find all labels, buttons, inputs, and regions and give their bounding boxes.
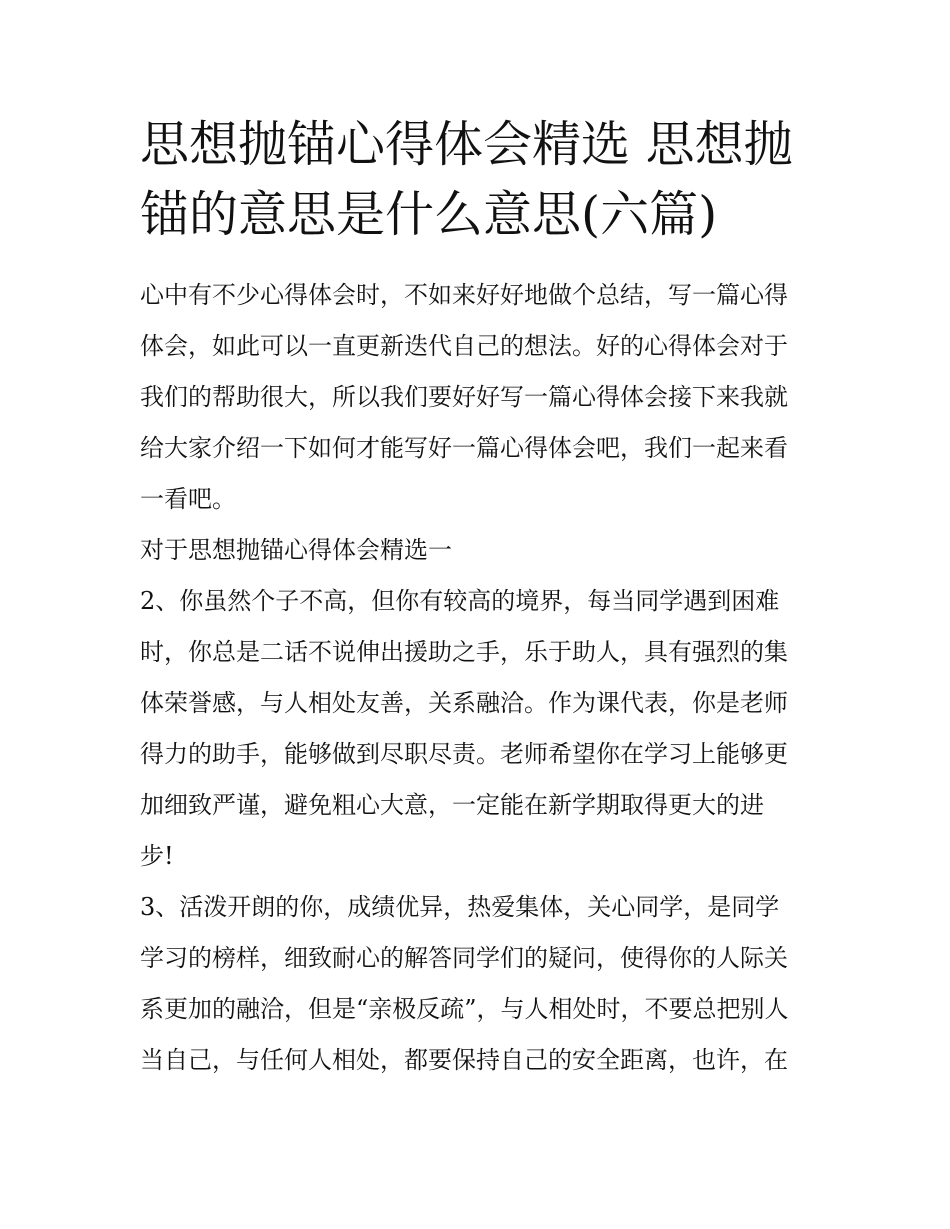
text-line: 当自己，与任何人相处，都要保持自己的安全距离，也许，在 [140,1046,788,1074]
text-line: 3、活泼开朗的你，成绩优异，热爱集体，关心同学，是同学 [140,893,780,921]
section-heading [140,525,820,576]
title-line-1: 思想抛锚心得体会精选 思想抛 [140,116,793,173]
text-line: 加细致严谨，避免粗心大意，一定能在新学期取得更大的进 [140,791,764,819]
text-line: 体荣誉感，与人相处友善，关系融洽。作为课代表，你是老师 [140,689,788,717]
text-line: 学习的榜样，细致耐心的解答同学们的疑问，使得你的人际关 [140,944,788,972]
paragraph-3 [140,882,820,1086]
intro-paragraph [140,270,820,525]
text-line: 体会，如此可以一直更新迭代自己的想法。好的心得体会对于 [140,332,788,360]
text-line: 2、你虽然个子不高，但你有较高的境界，每当同学遇到困难 [140,587,780,615]
text-line: 对于思想抛锚心得体会精选一 [140,536,452,564]
document-body [140,270,820,1086]
text-line: 步! [140,842,174,870]
paragraph-2 [140,576,820,882]
text-line: 我们的帮助很大，所以我们要好好写一篇心得体会接下来我就 [140,383,788,411]
text-line: 时，你总是二话不说伸出援助之手，乐于助人，具有强烈的集 [140,638,788,666]
title-line-2: 锚的意思是什么意思(六篇) [140,186,718,243]
document-page [140,110,820,1086]
text-line: 给大家介绍一下如何才能写好一篇心得体会吧，我们一起来看 [140,434,788,462]
text-line: 心中有不少心得体会时，不如来好好地做个总结，写一篇心得 [140,281,788,309]
text-line: 系更加的融洽，但是“亲极反疏”，与人相处时，不要总把别人 [140,995,789,1023]
text-line: 得力的助手，能够做到尽职尽责。老师希望你在学习上能够更 [140,740,788,768]
document-title [140,110,820,250]
text-line: 一看吧。 [140,485,236,513]
